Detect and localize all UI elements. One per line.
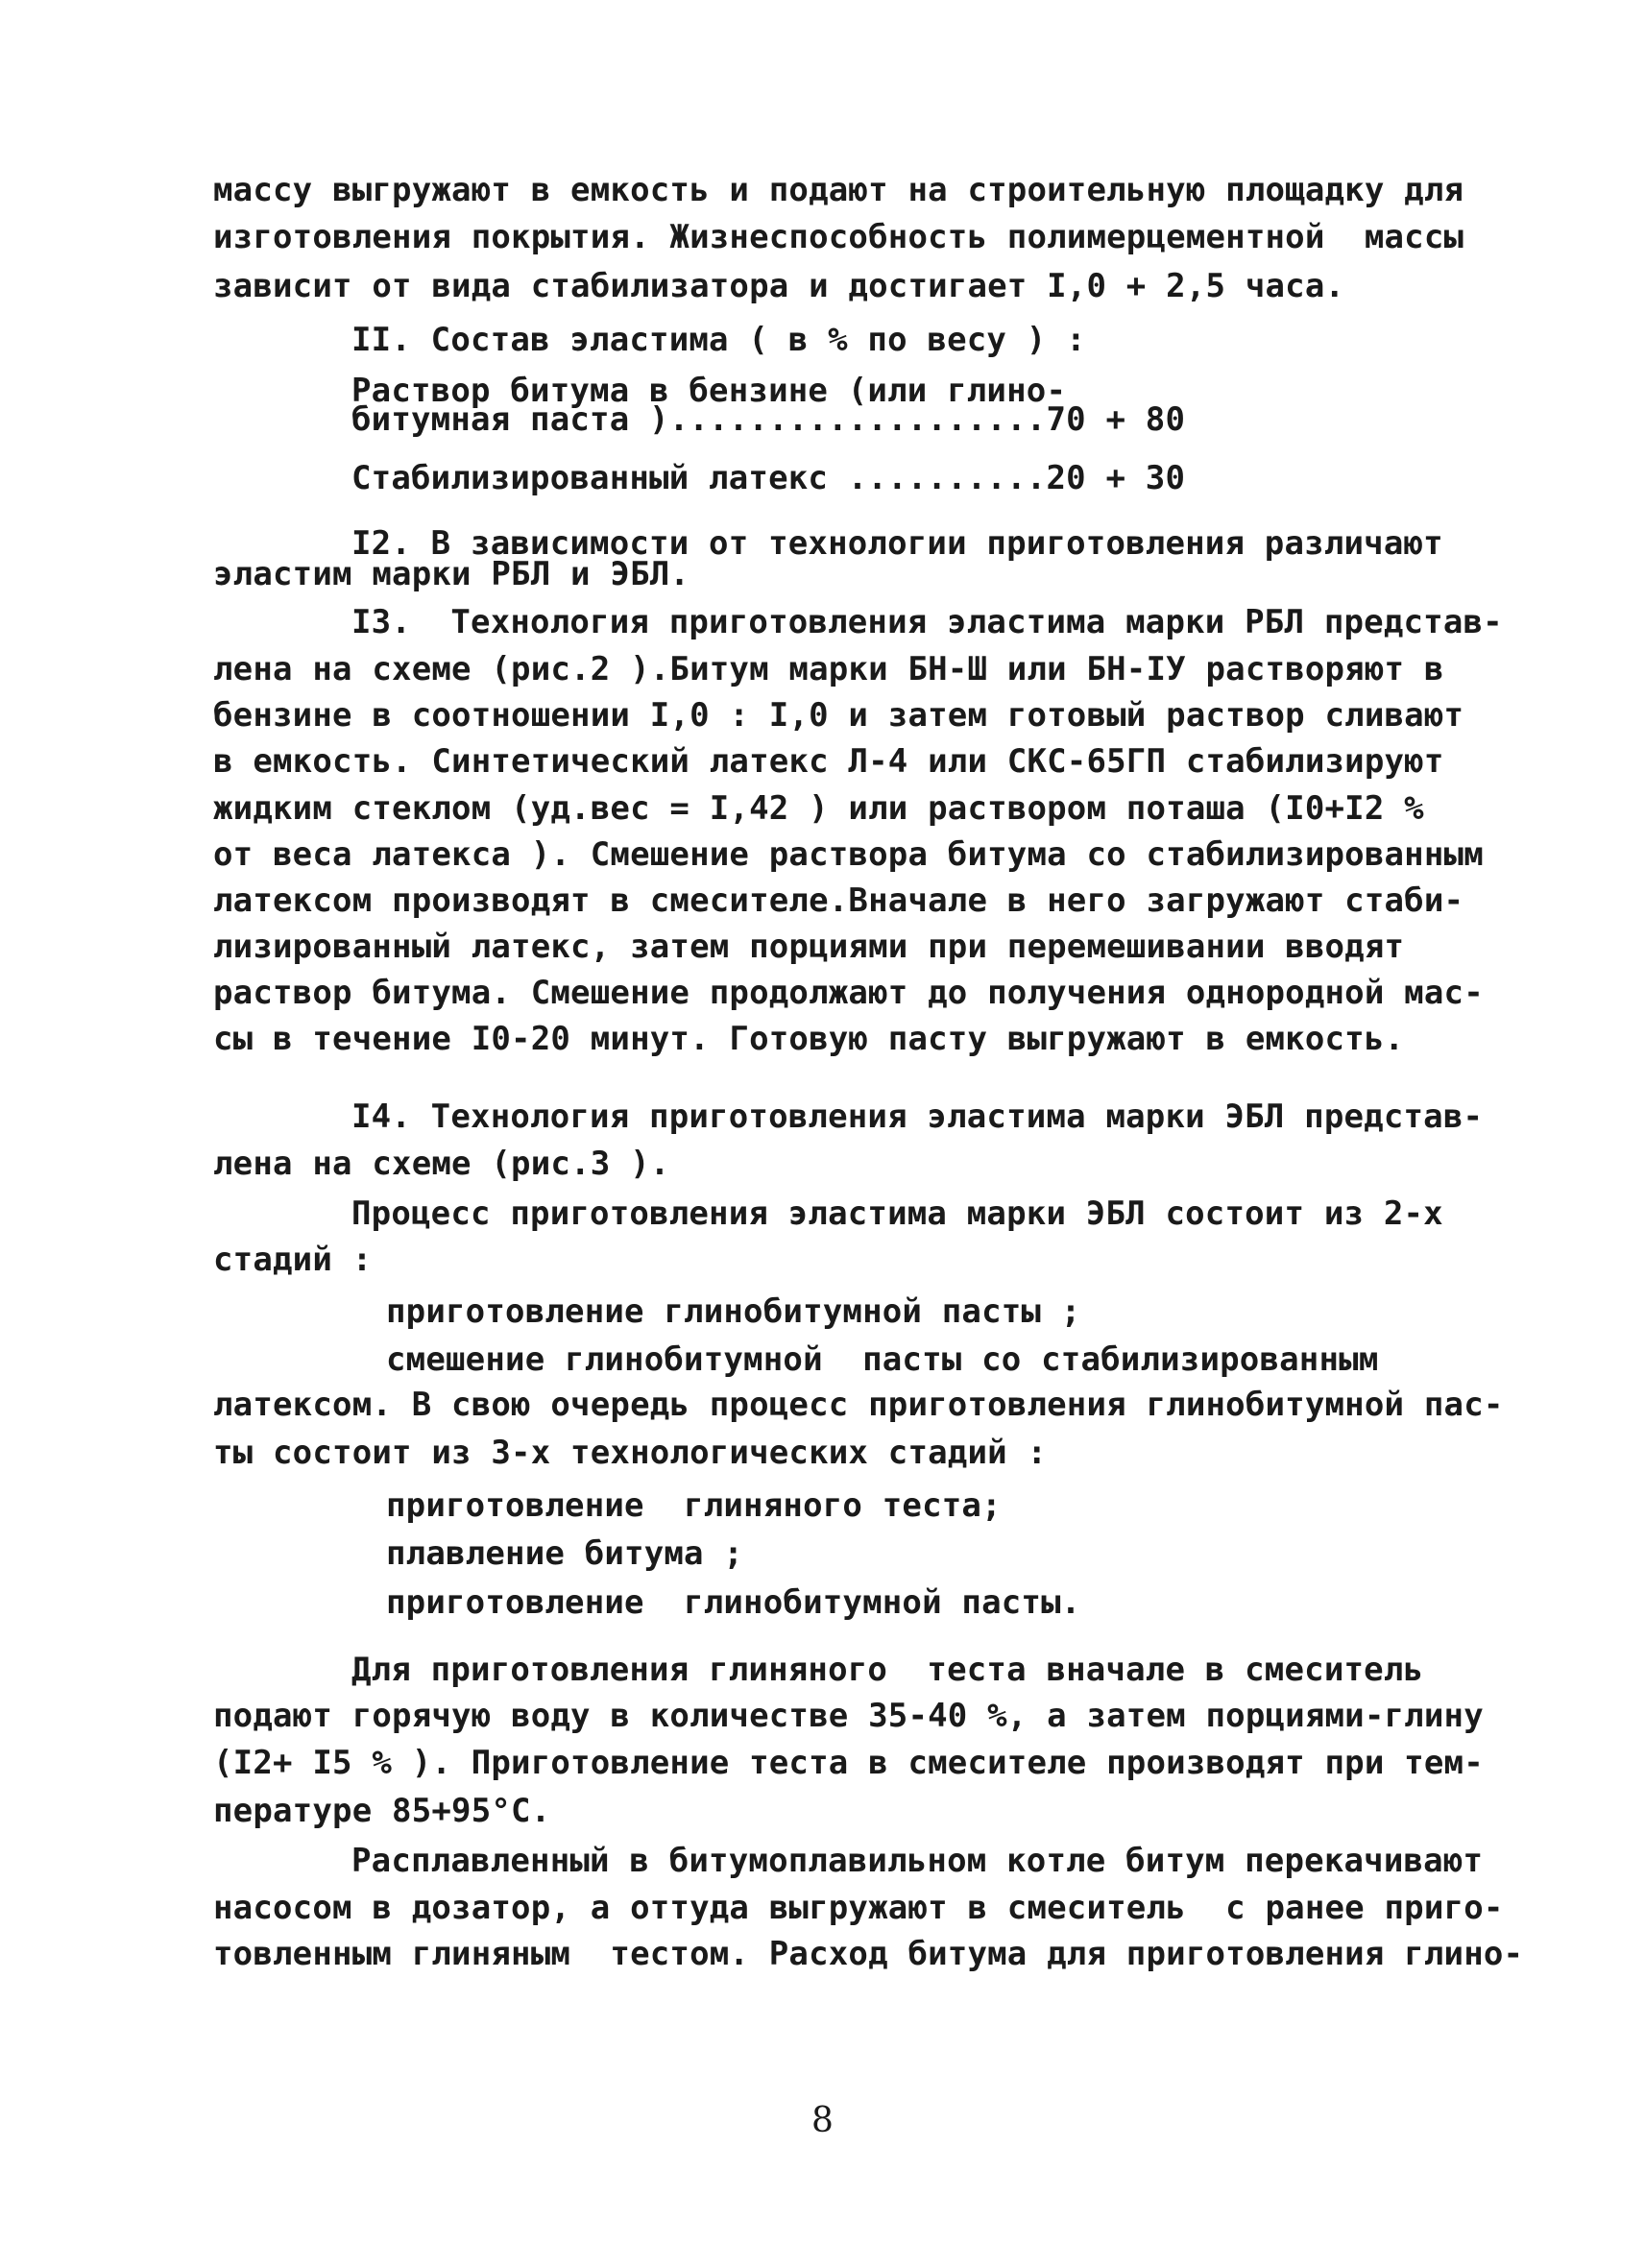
text-line: I2. В зависимости от технологии приготовления различают — [351, 524, 1443, 563]
text-line: товленным глиняным тестом. Расход битума для приготовления глино- — [213, 1935, 1524, 1973]
text-line: от веса латекса ). Смешение раствора битума со стабилизированным — [213, 835, 1484, 874]
list-item: приготовление глинобитумной пасты ; — [386, 1292, 1081, 1331]
text-line: массу выгружают в емкость и подают на строительную площадку для — [213, 171, 1464, 209]
list-item: приготовление глинобитумной пасты. — [386, 1583, 1081, 1622]
text-line: стадий : — [213, 1241, 373, 1279]
text-line: Раствор битума в бензине (или глино- — [351, 372, 1067, 410]
text-line: зависит от вида стабилизатора и достигает I,0 + 2,5 часа. — [213, 267, 1345, 305]
text-line: битумная паста )...................70 + 80 — [351, 400, 1186, 439]
text-line: эластим марки РБЛ и ЭБЛ. — [213, 555, 690, 593]
text-line: сы в течение I0-20 минут. Готовую пасту выгружают в емкость. — [213, 1020, 1405, 1058]
text-line: ты состоит из 3-х технологических стадий : — [213, 1434, 1048, 1472]
text-line: Расплавленный в битумоплавильном котле битум перекачивают — [351, 1842, 1484, 1880]
text-line: I3. Технология приготовления эластима марки РБЛ представ- — [351, 603, 1503, 641]
page-number: 8 — [811, 2101, 834, 2140]
text-line: I4. Технология приготовления эластима марки ЭБЛ представ- — [351, 1098, 1484, 1136]
list-item: плавление битума ; — [386, 1534, 744, 1573]
text-line: раствор битума. Смешение продолжают до получения однородной мас- — [213, 974, 1484, 1012]
text-line: Процесс приготовления эластима марки ЭБЛ состоит из 2-х — [351, 1194, 1443, 1233]
text-line: насосом в дозатор, а оттуда выгружают в смеситель с ранее приго- — [213, 1889, 1504, 1927]
text-line: латексом. В свою очередь процесс приготовления глинобитумной пас- — [213, 1386, 1504, 1424]
section-heading: II. Состав эластима ( в % по весу ) : — [351, 321, 1086, 359]
text-line: латексом производят в смесителе.Вначале в него загружают стаби- — [213, 881, 1464, 920]
text-line: лена на схеме (рис.2 ).Битум марки БН-Ш или БН-IУ растворяют в — [213, 650, 1444, 688]
text-line: бензине в соотношении I,0 : I,0 и затем готовый раствор сливают — [213, 696, 1464, 735]
text-line: жидким стеклом (уд.вес = I,42 ) или раствором поташа (I0+I2 % — [213, 789, 1424, 828]
text-line: подают горячую воду в количестве 35-40 %, а затем порциями-глину — [213, 1697, 1484, 1735]
text-line: лизированный латекс, затем порциями при перемешивании вводят — [213, 928, 1405, 966]
text-line: изготовления покрытия. Жизнеспособность полимерцементной массы — [213, 218, 1464, 256]
text-line: лена на схеме (рис.3 ). — [213, 1145, 670, 1183]
text-line: пературе 85+95°С. — [213, 1792, 551, 1830]
text-line: в емкость. Синтетический латекс Л-4 или СКС-65ГП стабилизируют — [213, 742, 1444, 781]
list-item: смешение глинобитумной пасты со стабилизированным — [386, 1340, 1379, 1379]
text-line: Для приготовления глиняного теста вначале в смеситель — [351, 1651, 1424, 1689]
text-line: (I2+ I5 % ). Приготовление теста в смесителе производят при тем- — [213, 1744, 1484, 1782]
text-line: Стабилизированный латекс ..........20 + 30 — [351, 459, 1186, 497]
list-item: приготовление глиняного теста; — [386, 1486, 1002, 1525]
